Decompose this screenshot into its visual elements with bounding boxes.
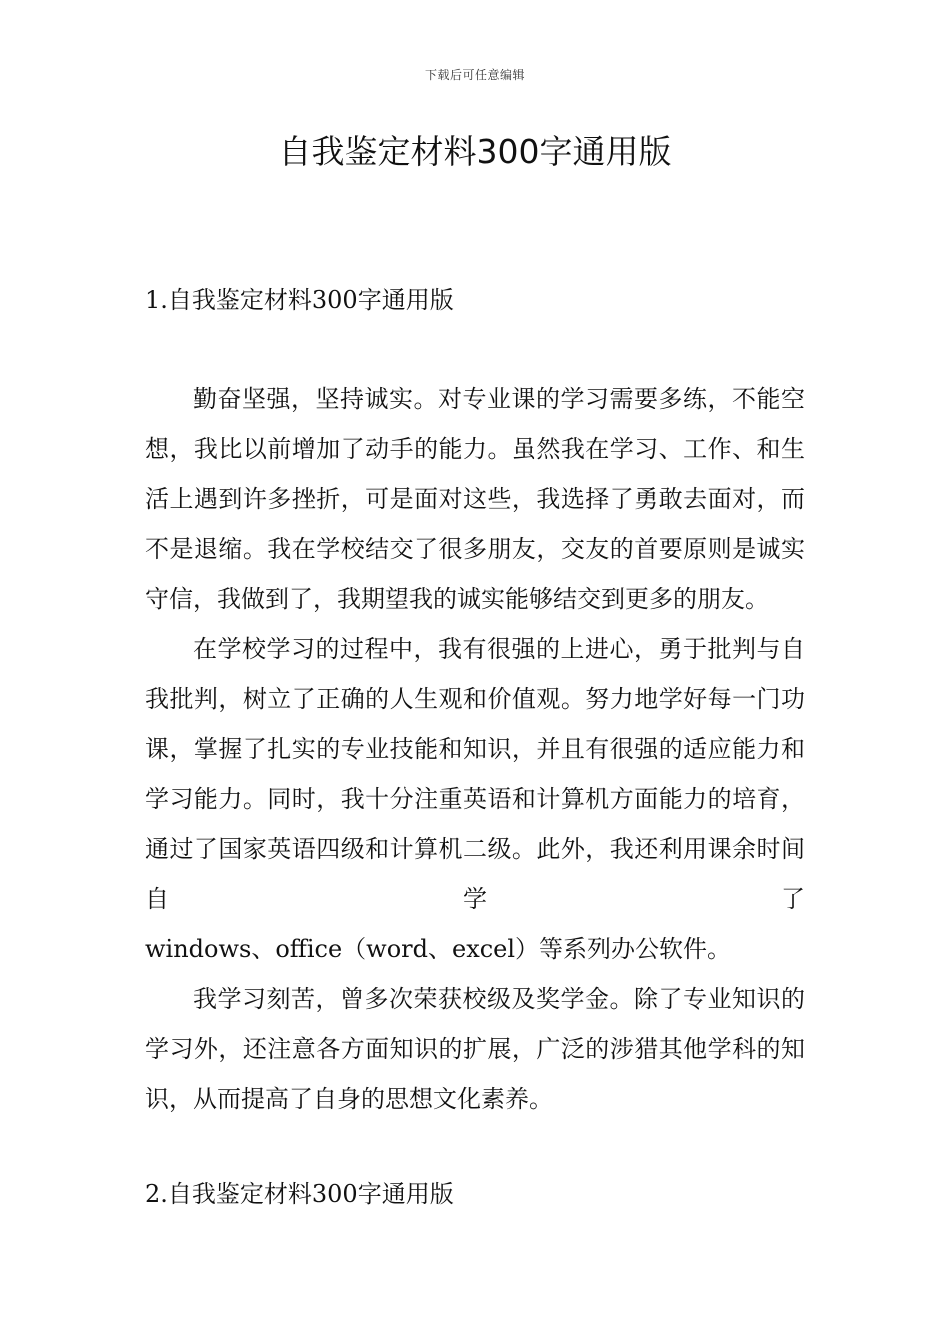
paragraph: windows、office（word、excel）等系列办公软件。 [145, 935, 732, 963]
section-heading-2: 2.自我鉴定材料300字通用版 [145, 1180, 454, 1208]
header-note: 下载后可任意编辑 [424, 68, 525, 82]
section-heading-1: 1.自我鉴定材料300字通用版 [145, 286, 454, 314]
paragraph: 勤奋坚强，坚持诚实。对专业课的学习需要多练，不能空想，我比以前增加了动手的能力。虽然我在学习、工作、和生活上遇到许多挫折，可是面对这些，我选择了勇敢去面对，而不是退缩。我在学校结交了很多朋友，交友的首要原则是诚实守信，我做到了，我期望我的诚实能够结交到更多的朋友。 [145, 385, 805, 613]
paragraph: 我学习刻苦，曾多次荣获校级及奖学金。除了专业知识的学习外，还注意各方面知识的扩展，广泛的涉猎其他学科的知识，从而提高了自身的思想文化素养。 [145, 985, 805, 1113]
paragraph: 在学校学习的过程中，我有很强的上进心，勇于批判与自我批判，树立了正确的人生观和价值观。努力地学好每一门功课，掌握了扎实的专业技能和知识，并且有很强的适应能力和学习能力。同时，我十分注重英语和计算机方面能力的培育，通过了国家英语四级和计算机二级。此外，我还利用课余时间自学了 [145, 635, 805, 913]
page-title: 自我鉴定材料300字通用版 [278, 132, 672, 171]
section-body-1 [145, 374, 805, 1124]
